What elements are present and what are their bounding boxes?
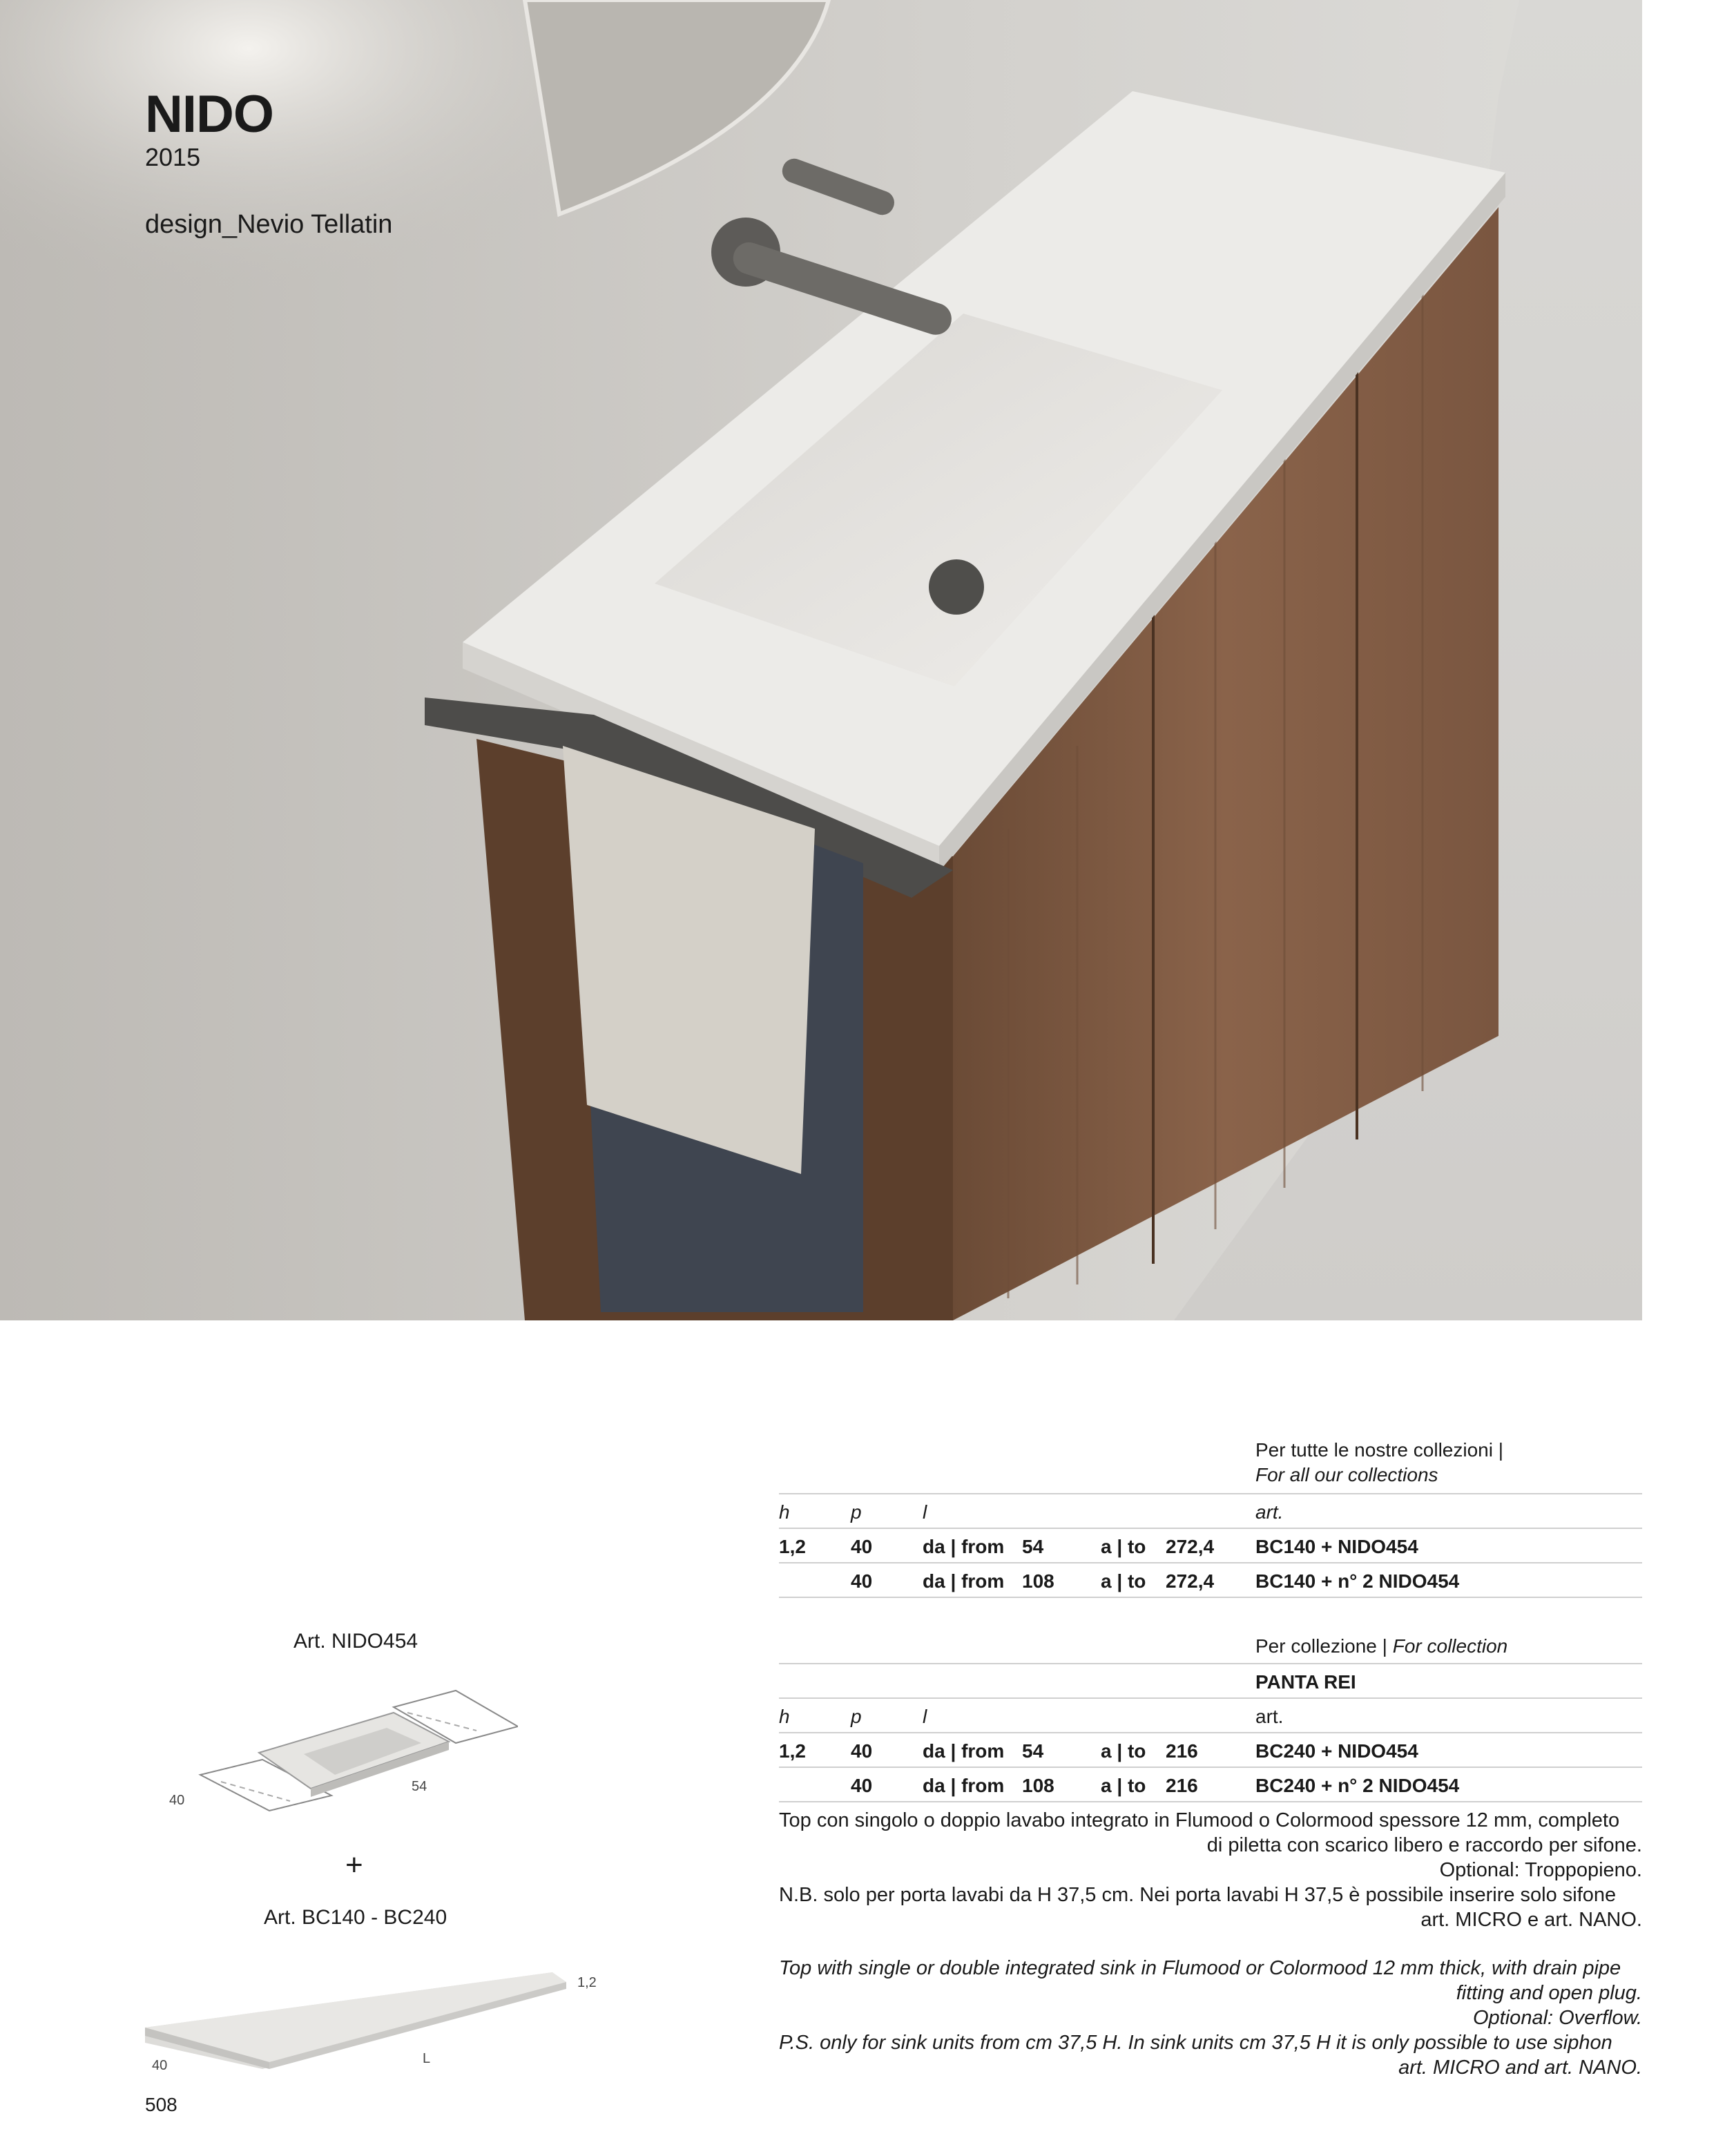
cell-h: 1,2	[779, 1740, 806, 1762]
col-p: p	[851, 1501, 862, 1523]
note-line: fitting and open plug.	[1456, 1982, 1642, 2004]
cell-p: 40	[851, 1570, 873, 1592]
cell-to: 216	[1166, 1740, 1198, 1762]
price-table-panta-rei	[779, 1631, 1642, 1802]
product-year: 2015	[145, 143, 201, 171]
collection-name: PANTA REI	[1255, 1671, 1356, 1693]
col-l: l	[923, 1706, 927, 1727]
sink-dim-depth: 40	[169, 1793, 185, 1808]
cell-to-label: a | to	[1101, 1740, 1146, 1762]
table-heading: Per collezione | For collection	[1255, 1635, 1508, 1657]
col-h: h	[779, 1706, 790, 1727]
collection-row	[779, 1664, 1642, 1699]
description-it	[779, 1808, 1642, 1932]
note-line: N.B. solo per porta lavabi da H 37,5 cm. Nei porta lavabi H 37,5 è possibile inserire solo sifone	[779, 1884, 1617, 1906]
table-header-row	[779, 1699, 1642, 1733]
table-row	[779, 1768, 1642, 1802]
top-dim-depth: 40	[152, 2058, 168, 2073]
cell-art: BC240 + NIDO454	[1255, 1740, 1418, 1762]
cell-art: BC240 + n° 2 NIDO454	[1255, 1775, 1460, 1796]
cell-p: 40	[851, 1740, 873, 1762]
cell-to-label: a | to	[1101, 1536, 1146, 1557]
note-line: Optional: Troppopieno.	[1439, 1859, 1642, 1881]
top-dim-length: L	[423, 2051, 431, 2066]
note-line: P.S. only for sink units from cm 37,5 H. In sink units cm 37,5 H it is only possible to use siphon	[779, 2032, 1612, 2054]
description-en	[779, 1956, 1642, 2080]
cell-from-label: da | from	[923, 1536, 1005, 1557]
note-line: art. MICRO and art. NANO.	[1398, 2057, 1642, 2079]
designer-credit: design_Nevio Tellatin	[145, 210, 393, 239]
sink-dim-width: 54	[412, 1779, 427, 1794]
price-table-all-collections	[779, 1436, 1642, 1598]
table-row	[779, 1529, 1642, 1563]
col-art: art.	[1255, 1706, 1284, 1727]
cell-from-label: da | from	[923, 1740, 1005, 1762]
note-line: Top con singolo o doppio lavabo integrato in Flumood o Colormood spessore 12 mm, completo	[779, 1809, 1620, 1831]
product-title: NIDO	[145, 85, 273, 144]
note-line: Optional: Overflow.	[1473, 2007, 1642, 2029]
top-drawing	[138, 1958, 580, 2083]
col-p: p	[851, 1706, 862, 1727]
table-heading: Per tutte le nostre collezioni |	[1255, 1439, 1504, 1461]
cell-to-label: a | to	[1101, 1775, 1146, 1796]
note-line: di piletta con scarico libero e raccordo per sifone.	[1206, 1834, 1642, 1856]
cell-from: 54	[1022, 1740, 1044, 1762]
cell-to: 272,4	[1166, 1536, 1215, 1557]
drain	[929, 559, 984, 615]
top-art-label: Art. BC140 - BC240	[264, 1906, 447, 1929]
cell-from: 54	[1022, 1536, 1044, 1557]
cell-h: 1,2	[779, 1536, 806, 1557]
table-row	[779, 1563, 1642, 1598]
cell-to-label: a | to	[1101, 1570, 1146, 1592]
sink-art-label: Art. NIDO454	[293, 1630, 418, 1653]
table-row	[779, 1733, 1642, 1768]
note-line: Top with single or double integrated sink in Flumood or Colormood 12 mm thick, with drain pipe	[779, 1957, 1621, 1979]
cell-p: 40	[851, 1775, 873, 1796]
cell-art: BC140 + NIDO454	[1255, 1536, 1418, 1557]
table-heading-en: For all our collections	[1255, 1464, 1438, 1485]
cell-from: 108	[1022, 1775, 1054, 1796]
plus-sign: +	[345, 1848, 363, 1882]
table-header-row	[779, 1494, 1642, 1529]
cell-from-label: da | from	[923, 1775, 1005, 1796]
col-h: h	[779, 1501, 790, 1523]
top-dim-thickness: 1,2	[577, 1975, 597, 1990]
cell-art: BC140 + n° 2 NIDO454	[1255, 1570, 1460, 1592]
cell-from-label: da | from	[923, 1570, 1005, 1592]
cell-to: 216	[1166, 1775, 1198, 1796]
cell-from: 108	[1022, 1570, 1054, 1592]
cell-to: 272,4	[1166, 1570, 1215, 1592]
sink-drawing	[193, 1678, 518, 1816]
cell-p: 40	[851, 1536, 873, 1557]
note-line: art. MICRO e art. NANO.	[1420, 1909, 1642, 1931]
col-art: art.	[1255, 1501, 1284, 1523]
col-l: l	[923, 1501, 927, 1523]
page-number: 508	[145, 2094, 177, 2115]
